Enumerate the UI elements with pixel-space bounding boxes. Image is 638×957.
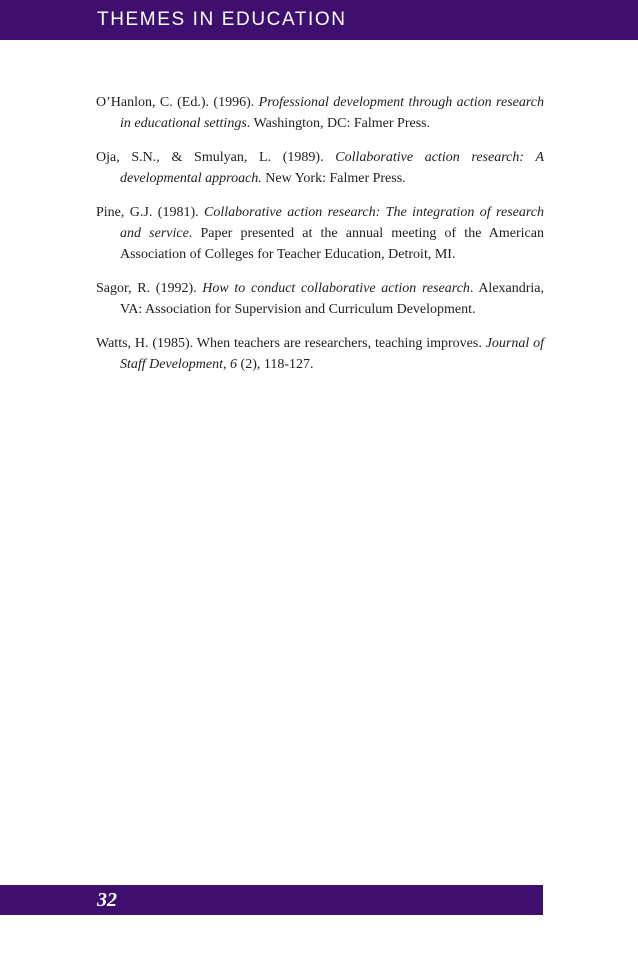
reference-volume: 6 <box>230 357 238 372</box>
reference-entry <box>96 147 544 189</box>
reference-title: Collaborative action research: A developmental approach. <box>120 150 544 186</box>
reference-text: Oja, S.N., & Smulyan, L. (1989). <box>96 150 336 165</box>
reference-entry <box>96 278 544 320</box>
reference-text: O’Hanlon, C. (Ed.). (1996). <box>96 95 259 110</box>
reference-text: . Alexandria, VA: Association for Supervision and Curriculum Development. <box>120 281 545 317</box>
reference-title: Professional development through action research in educational settings <box>120 95 545 131</box>
reference-text: . Washington, DC: Falmer Press. <box>246 116 431 131</box>
reference-entry <box>96 92 544 134</box>
reference-title: How to conduct collaborative action research <box>202 281 470 296</box>
reference-journal: Journal of Staff Development <box>120 336 544 372</box>
reference-list <box>96 92 544 388</box>
reference-text: . Paper presented at the annual meeting of the American Association of Colleges for Teacher Education, Detroit, MI. <box>120 226 544 262</box>
footer-band <box>0 885 543 915</box>
reference-entry <box>96 333 544 375</box>
reference-entry <box>96 202 544 265</box>
reference-text: , <box>223 357 231 372</box>
running-header-title: THEMES IN EDUCATION <box>97 9 347 30</box>
reference-text: (2), 118-127. <box>237 357 314 372</box>
reference-text: Pine, G.J. (1981). <box>96 205 205 220</box>
reference-text: New York: Falmer Press. <box>261 171 406 186</box>
reference-text: Watts, H. (1985). When teachers are researchers, teaching improves. <box>96 336 486 351</box>
reference-title: Collaborative action research: The integration of research and service <box>120 205 545 241</box>
reference-text: Sagor, R. (1992). <box>96 281 203 296</box>
page-number: 32 <box>97 889 117 911</box>
